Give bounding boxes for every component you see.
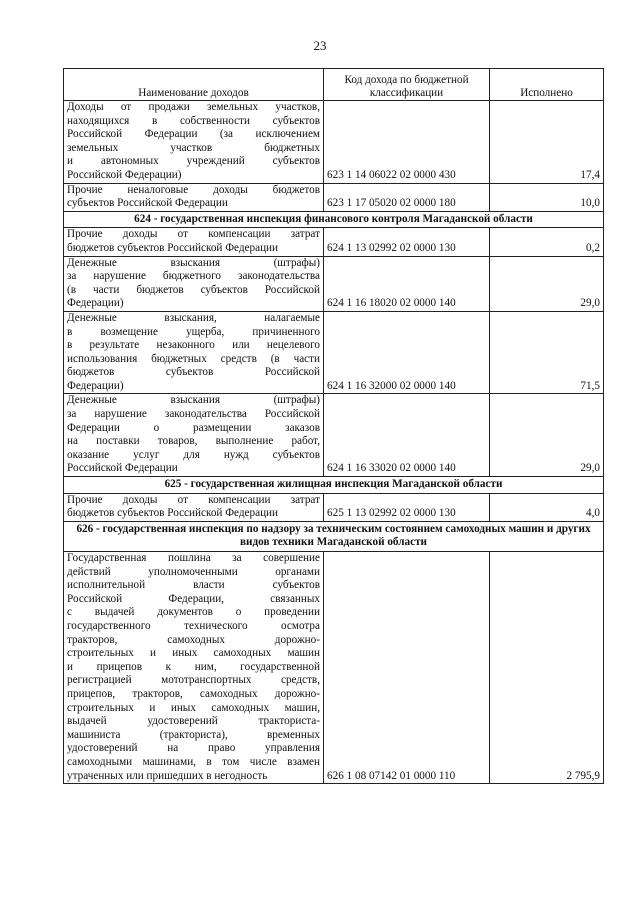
revenue-name	[64, 101, 324, 184]
section-title: 625 - государственная жилищная инспекция Магаданской области	[64, 477, 604, 494]
revenue-code: 625 1 13 02992 02 0000 130	[324, 493, 490, 521]
revenue-name-line: утраченных или пришедших в негодность	[67, 769, 268, 782]
table-body	[64, 101, 604, 784]
revenue-name	[64, 493, 324, 521]
revenue-name-line: Доходы от продажи земельных участков,	[67, 101, 320, 113]
header-executed: Исполнено	[490, 69, 604, 101]
revenue-code: 624 1 16 33020 02 0000 140	[324, 394, 490, 477]
revenue-name-line: Федерации)	[67, 379, 124, 392]
section-header-row	[64, 521, 604, 551]
revenue-code: 624 1 13 02992 02 0000 130	[324, 228, 490, 256]
revenue-name-line: бюджетов субъектов Российской	[67, 366, 320, 379]
revenue-code: 624 1 16 18020 02 0000 140	[324, 256, 490, 311]
revenue-name-line: Государственная пошлина за совершение	[67, 552, 320, 564]
page-number: 23	[313, 38, 327, 53]
revenue-name-line: удостоверений на право управления	[67, 742, 320, 755]
table-row	[64, 256, 604, 311]
revenue-name-line: действий уполномоченными органами	[67, 565, 320, 578]
revenue-name-line: оказание услуг для нужд субъектов	[67, 448, 320, 461]
revenue-name-line: машиниста (тракториста), временных	[67, 728, 320, 741]
revenue-name-line: находящихся в собственности субъектов	[67, 114, 320, 127]
revenue-name-line: земельных участков бюджетных	[67, 141, 320, 154]
table-row	[64, 101, 604, 184]
revenue-name-line: за нарушение законодательства Российской	[67, 408, 320, 421]
revenue-name-line: выдачей удостоверений тракториста-	[67, 715, 320, 728]
revenue-name-line: и автономных учреждений субъектов	[67, 155, 320, 168]
section-title: 626 - государственная инспекция по надзору за техническим состоянием самоходных машин и других видов техники Магаданской области	[64, 521, 604, 551]
revenue-code: 623 1 14 06022 02 0000 430	[324, 101, 490, 184]
revenue-name-line: использования бюджетных средств (в части	[67, 352, 320, 365]
revenue-name-line: Прочие неналоговые доходы бюджетов	[67, 183, 320, 196]
table-row	[64, 183, 604, 211]
revenue-code: 624 1 16 32000 02 0000 140	[324, 311, 490, 394]
revenue-name-line: прицепов, тракторов, самоходных дорожно-	[67, 687, 320, 700]
header-name: Наименование доходов	[64, 69, 324, 101]
revenue-name-line: Денежные взыскания, налагаемые	[67, 311, 320, 324]
revenue-name-line: Денежные взыскания (штрафы)	[67, 256, 320, 269]
revenue-value: 10,0	[490, 183, 604, 211]
revenue-name-line: Прочие доходы от компенсации затрат	[67, 228, 320, 241]
revenue-name-line: (в части бюджетов субъектов Российской	[67, 283, 320, 296]
revenue-name	[64, 311, 324, 394]
revenue-name-line: бюджетов субъектов Российской Федерации	[67, 241, 279, 254]
revenue-name	[64, 552, 324, 784]
revenue-value: 17,4	[490, 101, 604, 184]
revenue-value: 71,5	[490, 311, 604, 394]
revenue-value: 2 795,9	[490, 552, 604, 784]
revenue-name	[64, 183, 324, 211]
revenue-name-line: Федерации)	[67, 297, 124, 310]
revenue-value: 4,0	[490, 493, 604, 521]
revenue-name-line: с выдачей документов о проведении	[67, 606, 320, 619]
revenue-name-line: строительных и иных самоходных машин,	[67, 701, 320, 714]
revenue-name-line: регистрацией мототранспортных средств,	[67, 674, 320, 687]
revenue-name-line: самоходными машинами, в том числе взамен	[67, 755, 320, 768]
table-row	[64, 228, 604, 256]
section-header-row	[64, 211, 604, 228]
revenue-value: 29,0	[490, 256, 604, 311]
table-row	[64, 552, 604, 784]
revenue-name	[64, 228, 324, 256]
revenue-value: 29,0	[490, 394, 604, 477]
revenue-name-line: в результате незаконного или нецелевого	[67, 339, 320, 352]
revenue-name-line: субъектов Российской Федерации	[67, 197, 228, 210]
revenue-code: 623 1 17 05020 02 0000 180	[324, 183, 490, 211]
revenue-name-line: Федерации о размещении заказов	[67, 421, 320, 434]
revenue-name-line: Российской Федерации, связанных	[67, 592, 320, 605]
revenue-name-line: тракторов, самоходных дорожно-	[67, 633, 320, 646]
revenue-name-line: Российской Федерации (за исключением	[67, 128, 320, 141]
revenue-name-line: бюджетов субъектов Российской Федерации	[67, 507, 279, 520]
table-header-row	[64, 69, 604, 101]
section-title: 624 - государственная инспекция финансового контроля Магаданской области	[64, 211, 604, 228]
revenue-table	[63, 68, 604, 784]
revenue-name-line: Российской Федерации)	[67, 168, 182, 181]
revenue-name-line: Российской Федерации	[67, 462, 178, 475]
revenue-name-line: строительных и иных самоходных машин	[67, 647, 320, 660]
table-row	[64, 311, 604, 394]
revenue-name-line: Денежные взыскания (штрафы)	[67, 394, 320, 407]
revenue-name-line: Прочие доходы от компенсации затрат	[67, 493, 320, 506]
revenue-name	[64, 256, 324, 311]
revenue-name-line: и прицепов к ним, государственной	[67, 660, 320, 673]
revenue-name-line: в возмещение ущерба, причиненного	[67, 325, 320, 338]
header-code: Код дохода по бюджетной классификации	[324, 69, 490, 101]
revenue-name-line: исполнительной власти субъектов	[67, 579, 320, 592]
table-row	[64, 493, 604, 521]
revenue-name-line: за нарушение бюджетного законодательства	[67, 270, 320, 283]
revenue-value: 0,2	[490, 228, 604, 256]
revenue-name	[64, 394, 324, 477]
revenue-name-line: на поставки товаров, выполнение работ,	[67, 435, 320, 448]
section-header-row	[64, 477, 604, 494]
table-row	[64, 394, 604, 477]
revenue-code: 626 1 08 07142 01 0000 110	[324, 552, 490, 784]
revenue-name-line: государственного технического осмотра	[67, 619, 320, 632]
